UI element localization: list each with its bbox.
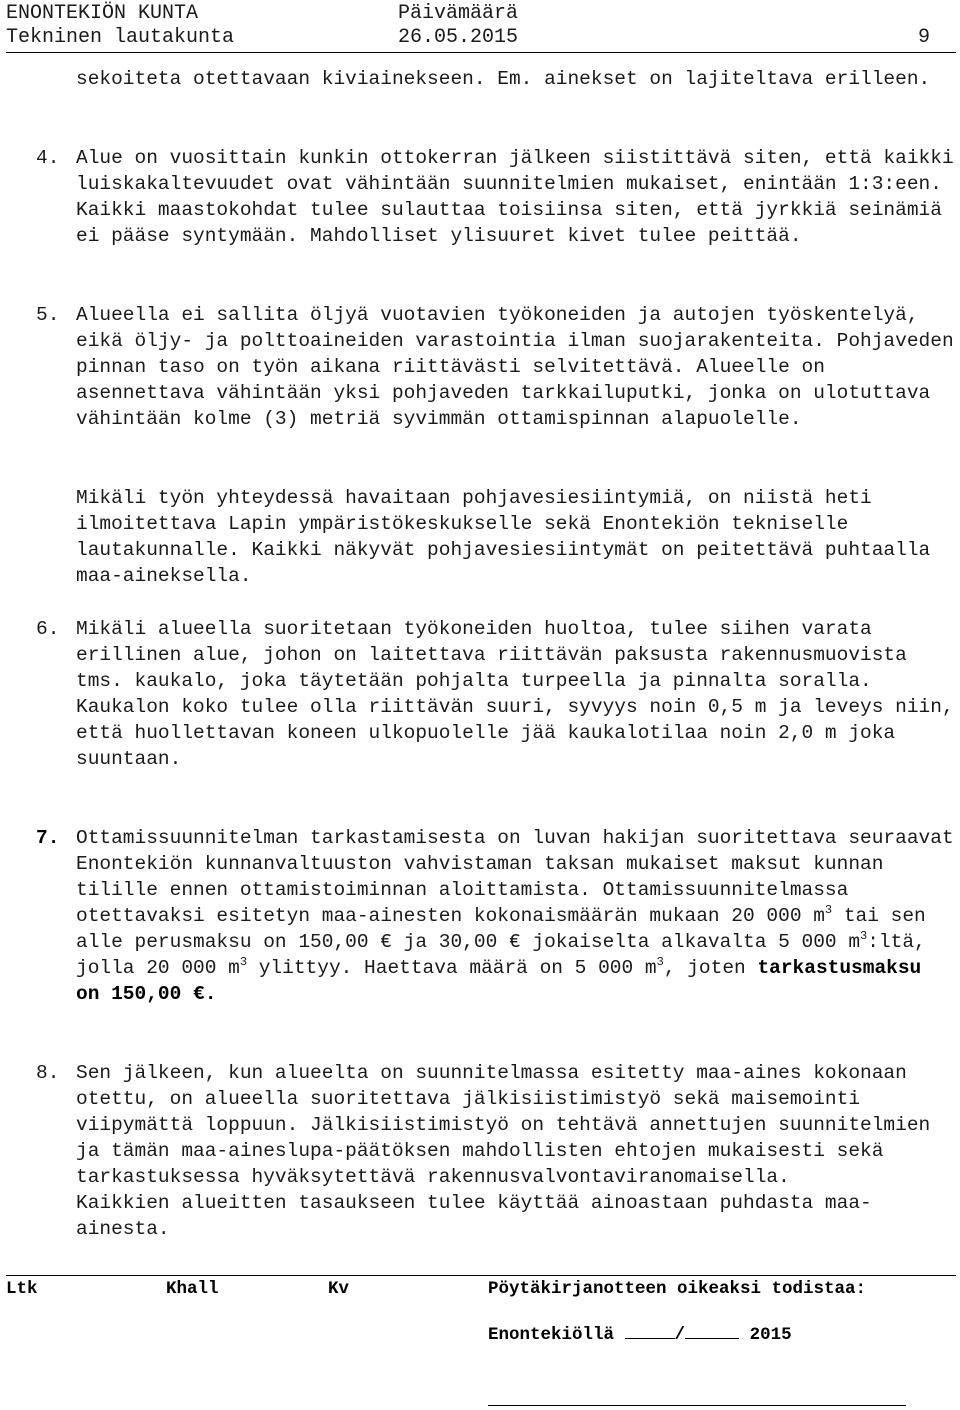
item-4-text: Alue on vuosittain kunkin ottokerran jälkeen siistittävä siten, että kaikki luiskakaltevuudet ovat vähintään suunnitelmien mukaiset, enintään 1:3:een. Kaikki maastokohdat tulee sulauttaa toisiinsa siten, että jyrkkiä seinämiä ei pääse syntymään. Mahdolliset ylisuuret kivet tulee peittää. [76, 147, 954, 247]
continuation-text: sekoiteta otettavaan kiviainekseen. Em. ainekset on lajiteltava erilleen. [76, 68, 931, 90]
signature-line [488, 1405, 906, 1406]
item-4 [36, 145, 956, 249]
item-7 [36, 825, 956, 1007]
header-date: 26.05.2015 [398, 26, 519, 49]
footer-kv: Kv [328, 1279, 350, 1299]
item-5-text: Alueella ei sallita öljyä vuotavien työkoneiden ja autojen työskentelyä, eikä öljy- ja polttoaineiden varastointia ilman suojarakenteita. Pohjaveden pinnan taso on työn aikana riittävästi selvitettävä. Alueelle on asennettava vähintään yksi pohjaveden tarkkailuputki, jonka on ulotuttava vähintään kolme (3) metriä syvimmän ottamispinnan alapuolelle. [76, 304, 954, 430]
item-5-paragraph-2: Mikäli työn yhteydessä havaitaan pohjavesiesiintymiä, on niistä heti ilmoitettava Lapin ympäristökeskukselle sekä Enontekiön tekniselle lautakunnalle. Kaikki näkyvät pohjavesiesiintymät on peitettävä puhtaalla maa-aineksella. [76, 487, 931, 587]
item-5-number: 5. [36, 304, 60, 326]
header-org: ENONTEKIÖN KUNTA [6, 2, 199, 25]
header-department: Tekninen lautakunta [6, 26, 235, 49]
item-4-number: 4. [36, 147, 60, 169]
item-5 [36, 302, 956, 432]
item-6 [36, 616, 956, 772]
footer-khall: Khall [166, 1279, 219, 1299]
inspection-fee: tarkastusmaksu on 150,00 €. [76, 957, 922, 1005]
page-number: 9 [918, 26, 931, 49]
footer-ltk: Ltk [6, 1279, 38, 1299]
item-7-text: Ottamissuunnitelman tarkastamisesta on luvan hakijan suoritettava seuraavat Enontekiön kunnanvaltuuston vahvistaman taksan mukaiset maksut kunnan tilille ennen ottamistoiminnan aloittamista. Ottamissuunnitelmassa otettavaksi esitetyn maa-ainesten kokonaismäärän mukaan 20 000 $m^3$ tai sen alle perusmaksu on 150,00 € ja 30,00 € jokaiselta alkavalta 5 000 $m^3:ltä$, jolla 20 000 $m^3$ ylittyy. Haettava määrä on 5 000 $m^3$, joten tarkastusmaksu on 150,00 €. [76, 827, 954, 1005]
footer-divider [6, 1275, 956, 1276]
item-8 [36, 1060, 956, 1242]
item-8-text-2: Kaikkien alueitten tasaukseen tulee käyttää ainoastaan puhdasta maa-ainesta. [76, 1192, 872, 1240]
month-blank [685, 1322, 739, 1339]
item-8-number: 8. [36, 1062, 60, 1084]
footer-certify: Pöytäkirjanotteen oikeaksi todistaa: [488, 1279, 867, 1299]
header-divider [6, 52, 956, 53]
footer-place-date: Enontekiöllä / 2015 [488, 1322, 792, 1345]
item-6-text: Mikäli alueella suoritetaan työkoneiden huoltoa, tulee siihen varata erillinen alue, johon on laitettava riittävän paksusta rakennusmuovista tms. kaukalo, joka täytetään pohjalta turpeella ja pinnalta soralla. Kaukalon koko tulee olla riittävän suuri, syvyys noin 0,5 m ja leveys niin, että huollettavan koneen ulkopuolelle jää kaukalotilaa noin 2,0 m joka suuntaan. [76, 618, 954, 770]
header-date-label: Päivämäärä [398, 2, 519, 25]
item-7-number: 7. [36, 827, 60, 849]
item-6-number: 6. [36, 618, 60, 640]
item-8-text: Sen jälkeen, kun alueelta on suunnitelmassa esitetty maa-aines kokonaan otettu, on alueella suoritettava jälkisiistimistyö sekä maisemointi viipymättä loppuun. Jälkisiistimistyö on tehtävä annettujen suunnitelmien ja tämän maa-aineslupa-päätöksen mahdollisten ehtojen mukaisesti sekä tarkastuksessa hyväksytettävä rakennusvalvontaviranomaisella. [76, 1062, 931, 1188]
day-blank [625, 1322, 675, 1339]
